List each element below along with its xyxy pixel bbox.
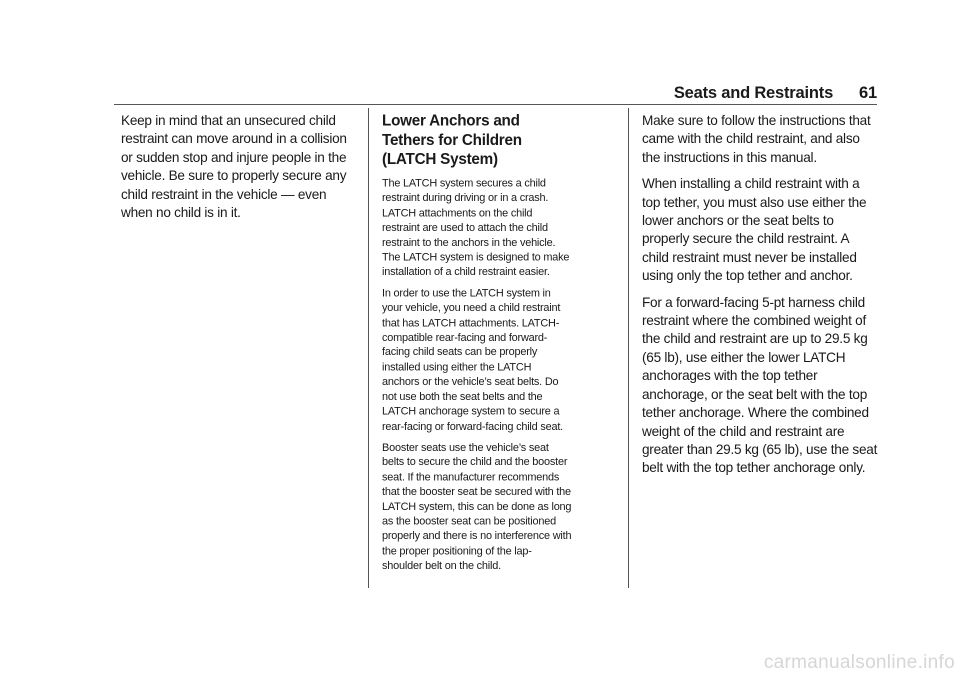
column-2 [382, 112, 571, 580]
column-divider-1 [368, 108, 369, 588]
header-rule [114, 104, 877, 105]
page-header [0, 84, 877, 103]
section-heading: Lower Anchors and Tethers for Children (LATCH System) [382, 112, 522, 169]
column-1 [121, 112, 361, 230]
column-divider-2 [628, 108, 629, 588]
paragraph: The LATCH system secures a child restraint during driving or in a crash. LATCH attachments on the child restraint are used to attach the child restraint to the anchors in the vehicle. The LATCH system is designed to make installation of a child restraint easier. [382, 177, 570, 278]
watermark: carmanualsonline.info [763, 652, 955, 673]
paragraph: Booster seats use the vehicle’s seat belts to secure the child and the booster seat. If the manufacturer recommends that the booster seat be secured with the LATCH system, this can be done as long as the booster seat can be positioned properly and there is no interference with the proper positioning of the lap-shoulder belt on the child. [382, 441, 572, 572]
section-title: Seats and Restraints [673, 84, 834, 102]
page-number: 61 [859, 84, 877, 102]
paragraph: Keep in mind that an unsecured child restraint can move around in a collision or sudden stop and injure people in the vehicle. Be sure to properly secure any child restraint in the vehicle — even when no child is in it. [121, 113, 347, 221]
column-3 [642, 112, 878, 486]
paragraph: When installing a child restraint with a top tether, you must also use either the lower anchors or the seat belts to properly secure the child restraint. A child restraint must never be installed using only the top tether and anchor. [642, 176, 867, 284]
paragraph: In order to use the LATCH system in your vehicle, you need a child restraint that has LATCH attachments. LATCH-compatible rear-facing and forward-facing child seats can be properly installed using either the LATCH anchors or the vehicle’s seat belts. Do not use both the seat belts and the LATCH anchorage system to secure a rear-facing or forward-facing child seat. [382, 286, 564, 432]
paragraph: Make sure to follow the instructions that came with the child restraint, and also the instructions in this manual. [642, 113, 871, 165]
paragraph: For a forward-facing 5-pt harness child restraint where the combined weight of the child and restraint are up to 29.5 kg (65 lb), use either the lower LATCH anchorages with the top tether anchorage, or the seat belt with the top tether anchorage. Where the combined weight of the child and restraint are greater than 29.5 kg (65 lb), use the seat belt with the top tether anchorage only. [642, 294, 878, 476]
